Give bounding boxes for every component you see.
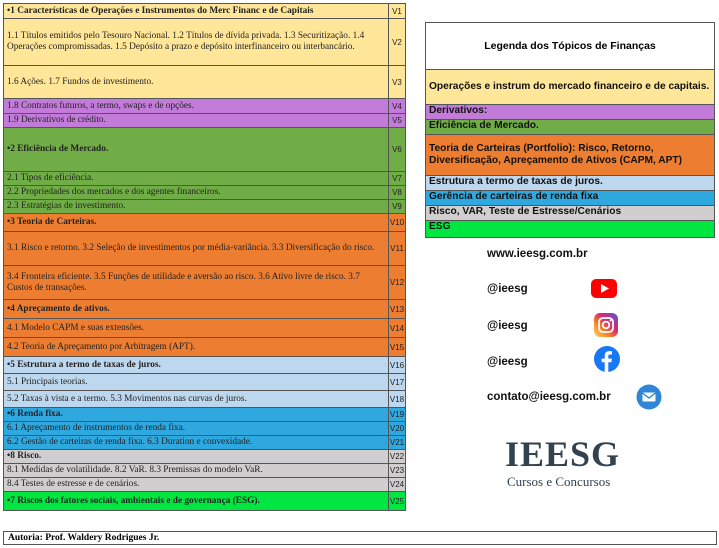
topic-row bbox=[4, 99, 406, 114]
topic-text: 1.8 Contratos futuros, a termo, swaps e de opções. bbox=[4, 99, 389, 114]
email-icon[interactable] bbox=[636, 384, 662, 410]
facebook-icon[interactable] bbox=[594, 346, 620, 372]
topic-row bbox=[4, 374, 406, 391]
topic-text: •6 Renda fixa. bbox=[4, 408, 389, 422]
topic-text: •3 Teoria de Carteiras. bbox=[4, 214, 389, 232]
topic-code: V19 bbox=[389, 408, 406, 422]
topic-row bbox=[4, 114, 406, 128]
topic-row bbox=[4, 492, 406, 511]
topic-code: V25 bbox=[389, 492, 406, 511]
topic-code: V18 bbox=[389, 391, 406, 408]
youtube-icon[interactable] bbox=[591, 278, 617, 298]
topic-text: 2.2 Propriedades dos mercados e dos agentes financeiros. bbox=[4, 186, 389, 200]
topic-text: 1.9 Derivativos de crédito. bbox=[4, 114, 389, 128]
topic-text: 6.1 Apreçamento de instrumentos de renda fixa. bbox=[4, 422, 389, 436]
topic-text: 8.1 Medidas de volatilidade. 8.2 VaR. 8.3 Premissas do modelo VaR. bbox=[4, 464, 389, 478]
instagram-handle[interactable]: @ieesg bbox=[487, 320, 528, 332]
topic-code: V12 bbox=[389, 266, 406, 300]
topic-text: 4.1 Modelo CAPM e suas extensões. bbox=[4, 319, 389, 338]
legend-item: Estrutura a termo de taxas de juros. bbox=[425, 176, 715, 191]
legend-item: Operações e instrum do mercado financeiro e de capitais. bbox=[425, 70, 715, 105]
topic-row bbox=[4, 66, 406, 99]
topic-row bbox=[4, 422, 406, 436]
topic-code: V9 bbox=[389, 200, 406, 214]
topic-text: 5.1 Principais teorias. bbox=[4, 374, 389, 391]
topic-code: V14 bbox=[389, 319, 406, 338]
topic-text: 3.1 Risco e retorno. 3.2 Seleção de investimentos por média-variância. 3.3 Diversificação do risco. bbox=[4, 232, 389, 266]
topic-code: V6 bbox=[389, 128, 406, 172]
topic-text: 1.6 Ações. 1.7 Fundos de investimento. bbox=[4, 66, 389, 99]
topic-row bbox=[4, 232, 406, 266]
topic-text: 8.4 Testes de estresse e de cenários. bbox=[4, 478, 389, 492]
topic-text: 2.1 Tipos de eficiência. bbox=[4, 172, 389, 186]
topic-row bbox=[4, 266, 406, 300]
topic-text: 3.4 Fronteira eficiente. 3.5 Funções de utilidade e aversão ao risco. 3.6 Ativo livre de risco. 3.7 Custos de transações. bbox=[4, 266, 389, 300]
topic-text: 4.2 Teoria de Apreçamento por Arbitragem (APT). bbox=[4, 338, 389, 357]
topic-code: V17 bbox=[389, 374, 406, 391]
topic-code: V21 bbox=[389, 436, 406, 450]
facebook-handle[interactable]: @ieesg bbox=[487, 356, 528, 368]
topic-text: •8 Risco. bbox=[4, 450, 389, 464]
legend-items bbox=[425, 70, 715, 238]
topic-code: V16 bbox=[389, 357, 406, 374]
topic-row bbox=[4, 4, 406, 19]
topic-row bbox=[4, 19, 406, 66]
topic-row bbox=[4, 128, 406, 172]
legend-item: Gerência de carteiras de renda fixa bbox=[425, 191, 715, 206]
legend-item: ESG bbox=[425, 221, 715, 238]
topic-row bbox=[4, 408, 406, 422]
website-text[interactable]: www.ieesg.com.br bbox=[487, 248, 588, 260]
legend-item: Risco, VAR, Teste de Estresse/Cenários bbox=[425, 206, 715, 221]
topic-text: 5.2 Taxas à vista e a termo. 5.3 Movimentos nas curvas de juros. bbox=[4, 391, 389, 408]
topics-table bbox=[3, 3, 406, 511]
topic-row bbox=[4, 319, 406, 338]
topic-row bbox=[4, 357, 406, 374]
topic-text: •4 Apreçamento de ativos. bbox=[4, 300, 389, 319]
youtube-handle[interactable]: @ieesg bbox=[487, 283, 528, 295]
topic-row bbox=[4, 450, 406, 464]
topic-row bbox=[4, 172, 406, 186]
topic-code: V8 bbox=[389, 186, 406, 200]
topic-text: •7 Riscos dos fatores sociais, ambientais e de governança (ESG). bbox=[4, 492, 389, 511]
topic-code: V3 bbox=[389, 66, 406, 99]
topic-code: V10 bbox=[389, 214, 406, 232]
legend-item: Teoria de Carteiras (Portfolio): Risco, Retorno, Diversificação, Apreçamento de Ativos (CAPM, APT) bbox=[425, 135, 715, 176]
topic-text: •5 Estrutura a termo de taxas de juros. bbox=[4, 357, 389, 374]
logo-tagline: Cursos e Concursos bbox=[507, 474, 611, 489]
topic-code: V15 bbox=[389, 338, 406, 357]
topic-row bbox=[4, 464, 406, 478]
topic-code: V22 bbox=[389, 450, 406, 464]
ieesg-logo: IEESG bbox=[505, 434, 621, 474]
legend-panel bbox=[425, 22, 715, 238]
legend-item: Derivativos: bbox=[425, 105, 715, 120]
topic-row bbox=[4, 436, 406, 450]
topic-row bbox=[4, 214, 406, 232]
topic-code: V5 bbox=[389, 114, 406, 128]
topic-code: V11 bbox=[389, 232, 406, 266]
author-line: Autoria: Prof. Waldery Rodrigues Jr. bbox=[3, 531, 717, 545]
topic-text: •2 Eficiência de Mercado. bbox=[4, 128, 389, 172]
topics-table-body bbox=[4, 4, 406, 511]
topic-text: 1.1 Títulos emitidos pelo Tesouro Nacional. 1.2 Títulos de dívida privada. 1.3 Securitização. 1.4 Operações compromissadas. 1.5 Depósito a prazo e depósito interfinanceiro ou interbancário. bbox=[4, 19, 389, 66]
topic-row bbox=[4, 200, 406, 214]
topic-text: 6.2 Gestão de carteiras de renda fixa. 6.3 Duration e convexidade. bbox=[4, 436, 389, 450]
topic-code: V13 bbox=[389, 300, 406, 319]
topic-row bbox=[4, 391, 406, 408]
legend-item: Eficiência de Mercado. bbox=[425, 120, 715, 135]
topic-code: V7 bbox=[389, 172, 406, 186]
topic-code: V1 bbox=[389, 4, 406, 19]
topic-code: V2 bbox=[389, 19, 406, 66]
legend-title: Legenda dos Tópicos de Finanças bbox=[425, 22, 715, 70]
topic-row bbox=[4, 186, 406, 200]
topic-code: V24 bbox=[389, 478, 406, 492]
topic-text: •1 Características de Operações e Instrumentos do Merc Financ e de Capitais bbox=[4, 4, 389, 19]
topic-row bbox=[4, 338, 406, 357]
topic-row bbox=[4, 478, 406, 492]
topic-code: V20 bbox=[389, 422, 406, 436]
instagram-icon[interactable] bbox=[594, 313, 618, 337]
topic-code: V23 bbox=[389, 464, 406, 478]
email-address[interactable]: contato@ieesg.com.br bbox=[487, 391, 611, 403]
topic-code: V4 bbox=[389, 99, 406, 114]
topic-text: 2.3 Estratégias de investimento. bbox=[4, 200, 389, 214]
topic-row bbox=[4, 300, 406, 319]
